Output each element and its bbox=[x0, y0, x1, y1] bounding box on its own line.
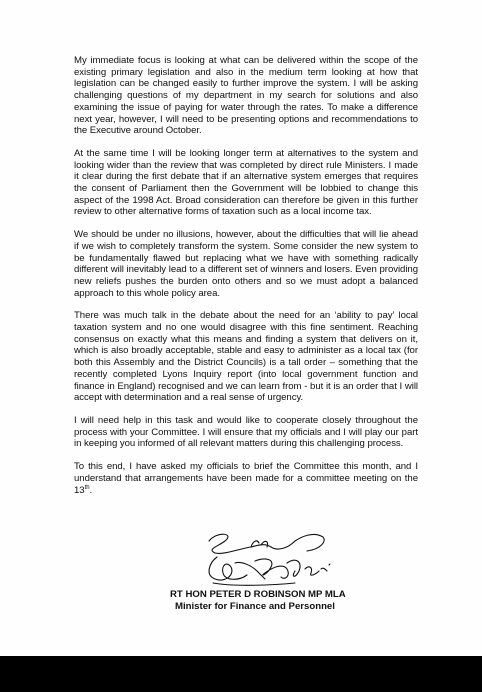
paragraph-immediate-focus: My immediate focus is looking at what can be delivered within the scope of the existing primary legislation and also in the medium term looking at how that legislation can be changed easily to further improve the system. I will be asking challenging questions of my department in my search for solutions and also examining the issue of paying for water through the rates. To make a difference next year, however, I will need to be presenting options and recommendations to the Executive around October. bbox=[74, 55, 418, 137]
paragraph-ability-to-pay: There was much talk in the debate about the need for an ‘ability to pay’ local taxation system and no one would disagree with this fine sentiment. Reaching consensus on exactly what this means and finding a system that delivers on it, which is also broadly acceptable, stable and easy to administer as a local tax (for both this Assembly and the District Councils) is a tall order – something that the recently completed Lyons Inquiry report (into local government function and finance in England) recognised and we can learn from - but it is an order that I will accept with determination and a real sense of urgency. bbox=[74, 310, 418, 404]
redaction-bar bbox=[0, 656, 482, 692]
handwritten-signature bbox=[195, 527, 335, 589]
signer-block bbox=[170, 589, 370, 613]
signer-name: RT HON PETER D ROBINSON MP MLA bbox=[170, 589, 346, 600]
briefing-end: . bbox=[89, 484, 93, 496]
signature-graphic bbox=[195, 527, 335, 589]
briefing-text: To this end, I have asked my officials to brief the Committee this month, and I understand that arrangements have been made for a committee meeting on the 13 bbox=[74, 461, 418, 496]
paragraph-committee-help: I will need help in this task and would like to cooperate closely throughout the process with your Committee. I will ensure that my officials and I will play our part in keeping you informed of all relevant matters during this challenging process. bbox=[74, 414, 418, 450]
letter-body bbox=[74, 55, 418, 496]
briefing-ordinal: th bbox=[84, 484, 90, 491]
paragraph-longer-term: At the same time I will be looking longer term at alternatives to the system and looking wider than the review that was completed by direct rule Ministers. I made it clear during the first debate that if an alternative system emerges that requires the consent of Parliament then the Government will be lobbied to change this aspect of the 1998 Act. Broad consideration can therefore be given in this further review to other alternative forms of taxation such as a local income tax. bbox=[74, 147, 418, 218]
signer-title: Minister for Finance and Personnel bbox=[175, 601, 335, 612]
paragraph-no-illusions: We should be under no illusions, however, about the difficulties that will lie ahead if we wish to completely transform the system. Some consider the new system to be fundamentally flawed but replacing what we have with something radically different will inevitably lead to a different set of winners and losers. Even providing new reliefs pushes the burden onto others and so we must adopt a balanced approach to this whole policy area. bbox=[74, 229, 418, 299]
paragraph-briefing bbox=[74, 461, 418, 496]
